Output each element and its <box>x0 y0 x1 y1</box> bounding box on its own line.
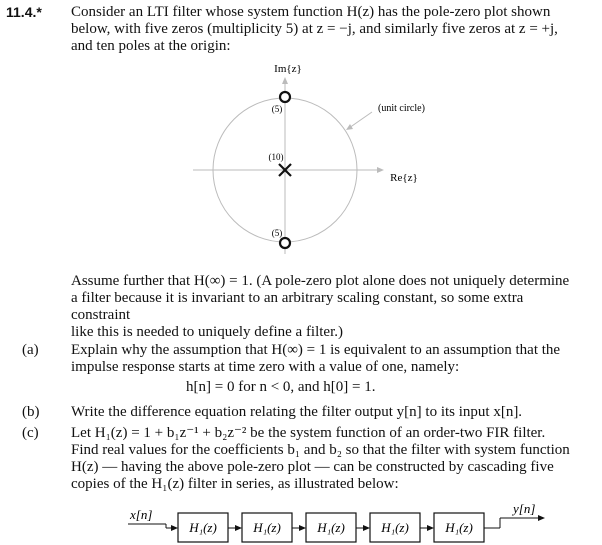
part-a-label: (a) <box>22 342 39 358</box>
connector-2-arrow <box>299 525 306 531</box>
pole-multiplicity: (10) <box>268 152 284 162</box>
filter-block-1-label: H₁(z) <box>189 520 217 535</box>
intro-line: Consider an LTI filter whose system function H(z) has the pole-zero plot shown <box>71 4 551 20</box>
part-c-line: Let H₁(z) = 1 + b₁z⁻¹ + b₂z⁻² be the system function of an order-two FIR filter. <box>71 425 546 441</box>
filter-block-5-label: H₁(z) <box>445 520 473 535</box>
part-b-label: (b) <box>22 404 40 420</box>
part-c-line: copies of the H₁(z) filter in series, as illustrated below: <box>71 476 399 492</box>
filter-block-4-label: H₁(z) <box>381 520 409 535</box>
problem-number: 11.4.* <box>6 4 42 20</box>
part-c-line: Find real values for the coefficients b₁ and b₂ so that the filter with system function <box>71 442 570 458</box>
intro-line: below, with five zeros (multiplicity 5) at z = −j, and similarly five zeros at z = +j, <box>71 21 558 37</box>
part-c-line: H(z) — having the above pole-zero plot — can be constructed by cascading five <box>71 459 554 475</box>
part-a-equation: h[n] = 0 for n < 0, and h[0] = 1. <box>186 379 376 395</box>
connector-1-arrow <box>235 525 242 531</box>
part-a-line: Explain why the assumption that H(∞) = 1 is equivalent to an assumption that the <box>71 342 561 358</box>
output-arrow <box>538 515 545 521</box>
top-zero-multiplicity: (5) <box>271 104 283 114</box>
filter-block-3-label: H₁(z) <box>317 520 345 535</box>
part-c-label: (c) <box>22 425 39 441</box>
bottom-zero-multiplicity: (5) <box>271 228 283 238</box>
intro-line: and ten poles at the origin: <box>71 38 231 54</box>
assumption-line: a filter because it is invariant to an arbitrary scaling constant, so some extra constraint <box>71 290 524 323</box>
filter-block-2-label: H₁(z) <box>253 520 281 535</box>
unit-circle-label: (unit circle) <box>378 103 425 114</box>
input-arrow <box>171 525 178 531</box>
assumption-line: like this is needed to uniquely define a filter.) <box>71 324 344 340</box>
connector-4-arrow <box>427 525 434 531</box>
cascade-input-label: x[n] <box>130 507 153 522</box>
part-a-line: impulse response starts at time zero with a value of one, namely: <box>71 359 460 375</box>
im-axis-label: Im{z} <box>274 63 302 75</box>
re-axis-label: Re{z} <box>390 172 418 184</box>
part-b-line: Write the difference equation relating the filter output y[n] to its input x[n]. <box>71 404 523 420</box>
assumption-line: Assume further that H(∞) = 1. (A pole-zero plot alone does not uniquely determine <box>71 273 570 289</box>
connector-3-arrow <box>363 525 370 531</box>
cascade-output-label: y[n] <box>513 501 536 516</box>
